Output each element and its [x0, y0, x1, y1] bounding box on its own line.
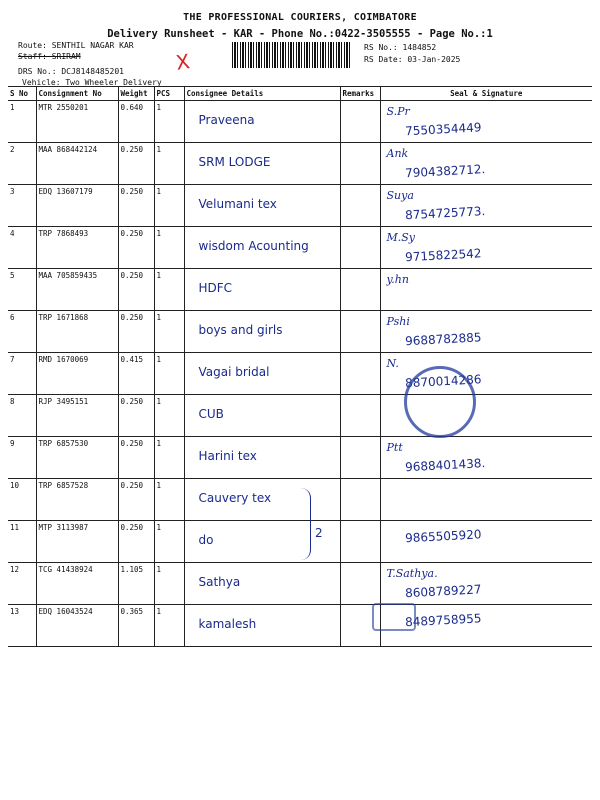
cell-weight: 0.365 — [118, 605, 154, 647]
cell-consignment: RJP 3495151 — [36, 395, 118, 437]
route-info — [18, 40, 162, 88]
consignee-handwritten: kamalesh — [198, 617, 257, 631]
cell-sno: 12 — [8, 563, 36, 605]
phone-handwritten: 7904382712. — [404, 162, 486, 181]
cell-consignment: RMD 1670069 — [36, 353, 118, 395]
cell-signature — [380, 269, 592, 311]
cell-consignment: MAA 705859435 — [36, 269, 118, 311]
cell-sno: 10 — [8, 479, 36, 521]
cell-pcs: 1 — [154, 521, 184, 563]
page-title: THE PROFESSIONAL COURIERS, COIMBATORE — [183, 12, 417, 23]
signature-mark: Suya — [386, 189, 414, 202]
table-row — [8, 437, 592, 479]
cell-signature — [380, 563, 592, 605]
col-consignee: Consignee Details — [184, 87, 340, 101]
consignee-handwritten: HDFC — [198, 281, 233, 295]
cell-weight: 0.250 — [118, 521, 154, 563]
cell-consignment: EDQ 13607179 — [36, 185, 118, 227]
cell-remarks — [340, 521, 380, 563]
signature-mark: T.Sathya. — [386, 567, 438, 580]
cell-pcs: 1 — [154, 311, 184, 353]
consignee-handwritten: Sathya — [198, 575, 241, 589]
bracket-curl — [300, 488, 311, 560]
cell-pcs: 1 — [154, 269, 184, 311]
consignee-handwritten: Praveena — [198, 113, 255, 127]
cell-remarks — [340, 353, 380, 395]
route: Route: SENTHIL NAGAR KAR — [18, 41, 134, 50]
phone-handwritten: 8870014286 — [404, 372, 482, 391]
cell-weight: 0.250 — [118, 437, 154, 479]
phone-handwritten: 9688782885 — [404, 330, 482, 349]
cell-consignee — [184, 143, 340, 185]
barcode — [232, 42, 350, 68]
cell-signature — [380, 227, 592, 269]
cell-weight: 0.250 — [118, 185, 154, 227]
seal-stamp — [372, 603, 416, 631]
cell-weight: 0.250 — [118, 227, 154, 269]
cell-pcs: 1 — [154, 395, 184, 437]
cell-consignee — [184, 605, 340, 647]
cell-remarks — [340, 311, 380, 353]
cell-remarks — [340, 479, 380, 521]
cell-remarks — [340, 101, 380, 143]
cell-weight: 0.640 — [118, 101, 154, 143]
signature-mark: S.Pr — [386, 105, 410, 118]
cell-weight: 0.415 — [118, 353, 154, 395]
cell-consignee — [184, 269, 340, 311]
consignee-handwritten: Harini tex — [198, 449, 257, 463]
cell-sno: 7 — [8, 353, 36, 395]
consignee-handwritten: CUB — [198, 407, 224, 421]
cell-consignee — [184, 563, 340, 605]
phone-handwritten: 8754725773. — [404, 204, 486, 223]
red-x-mark: X — [174, 49, 192, 75]
cell-pcs: 1 — [154, 101, 184, 143]
cell-consignee — [184, 395, 340, 437]
consignee-handwritten: boys and girls — [198, 323, 283, 337]
cell-consignment: TRP 6857528 — [36, 479, 118, 521]
table-row — [8, 143, 592, 185]
table-row — [8, 185, 592, 227]
page-subtitle: Delivery Runsheet - KAR - Phone No.:0422-3505555 - Page No.:1 — [107, 28, 493, 40]
cell-remarks — [340, 269, 380, 311]
cell-consignment: MAA 868442124 — [36, 143, 118, 185]
phone-handwritten: 8489758955 — [404, 611, 482, 630]
cell-consignment: TCG 41438924 — [36, 563, 118, 605]
cell-pcs: 1 — [154, 143, 184, 185]
table-row — [8, 605, 592, 647]
consignee-handwritten: Velumani tex — [198, 197, 277, 211]
table-row — [8, 353, 592, 395]
table-row — [8, 563, 592, 605]
cell-consignee — [184, 353, 340, 395]
cell-consignee — [184, 185, 340, 227]
cell-consignment: MTP 3113987 — [36, 521, 118, 563]
signature-mark: M.Sy — [386, 231, 416, 244]
rs-info — [364, 42, 460, 66]
cell-remarks — [340, 437, 380, 479]
cell-signature — [380, 101, 592, 143]
cell-pcs: 1 — [154, 353, 184, 395]
cell-pcs: 1 — [154, 605, 184, 647]
cell-signature — [380, 479, 592, 521]
cell-remarks — [340, 185, 380, 227]
phone-handwritten: 9865505920 — [404, 527, 482, 546]
col-weight: Weight — [118, 87, 154, 101]
cell-pcs: 1 — [154, 479, 184, 521]
col-seal-signature: Seal & Signature — [380, 87, 592, 101]
rs-number: RS No.: 1484852 — [364, 43, 437, 52]
cell-sno: 5 — [8, 269, 36, 311]
signature-mark: Pshi — [386, 315, 410, 328]
cell-pcs: 1 — [154, 563, 184, 605]
cell-signature — [380, 185, 592, 227]
cell-sno: 4 — [8, 227, 36, 269]
cell-consignee — [184, 437, 340, 479]
cell-consignment: TRP 1671868 — [36, 311, 118, 353]
cell-sno: 11 — [8, 521, 36, 563]
phone-handwritten: 9715822542 — [404, 246, 482, 265]
consignee-handwritten: Vagai bridal — [198, 365, 270, 379]
cell-consignment: TRP 7868493 — [36, 227, 118, 269]
runsheet-table — [8, 86, 592, 647]
table-row — [8, 101, 592, 143]
cell-pcs: 1 — [154, 227, 184, 269]
drs-number: DRS No.: DCJ8148485201 — [18, 67, 124, 76]
signature-mark: Ank — [386, 147, 409, 160]
cell-signature — [380, 143, 592, 185]
vehicle: Vehicle: Two Wheeler Delivery — [22, 78, 162, 87]
consignee-handwritten: Cauvery tex — [198, 491, 272, 505]
cell-signature — [380, 311, 592, 353]
cell-consignment: EDQ 16043524 — [36, 605, 118, 647]
bracket-count: 2 — [315, 526, 323, 540]
cell-remarks — [340, 395, 380, 437]
cell-weight: 0.250 — [118, 395, 154, 437]
cell-sno: 1 — [8, 101, 36, 143]
cell-sno: 2 — [8, 143, 36, 185]
consignee-handwritten: do — [198, 533, 214, 547]
phone-handwritten: 9688401438. — [404, 456, 486, 475]
cell-pcs: 1 — [154, 437, 184, 479]
table-row — [8, 395, 592, 437]
cell-sno: 6 — [8, 311, 36, 353]
cell-signature — [380, 437, 592, 479]
col-remarks: Remarks — [340, 87, 380, 101]
cell-sno: 9 — [8, 437, 36, 479]
cell-sno: 8 — [8, 395, 36, 437]
phone-handwritten — [383, 478, 590, 491]
signature-mark: Ptt — [386, 441, 403, 454]
cell-consignee — [184, 227, 340, 269]
table-row — [8, 227, 592, 269]
cell-consignment: MTR 2550201 — [36, 101, 118, 143]
cell-remarks — [340, 563, 380, 605]
cell-remarks — [340, 227, 380, 269]
rs-date: RS Date: 03-Jan-2025 — [364, 55, 461, 64]
col-consignment: Consignment No — [36, 87, 118, 101]
phone-handwritten: 8608789227 — [404, 582, 482, 601]
consignee-handwritten: wisdom Acounting — [198, 239, 309, 253]
cell-weight: 0.250 — [118, 143, 154, 185]
cell-weight: 0.250 — [118, 311, 154, 353]
col-pcs: PCS — [154, 87, 184, 101]
table-header-row — [8, 87, 592, 101]
cell-weight: 1.105 — [118, 563, 154, 605]
col-sno: S No — [8, 87, 36, 101]
cell-weight: 0.250 — [118, 479, 154, 521]
cell-consignee — [184, 479, 340, 521]
cell-pcs: 1 — [154, 185, 184, 227]
cell-consignment: TRP 6857530 — [36, 437, 118, 479]
cell-weight: 0.250 — [118, 269, 154, 311]
phone-handwritten: 7550354449 — [404, 120, 482, 139]
seal-stamp — [404, 366, 476, 438]
cell-consignee — [184, 101, 340, 143]
table-row — [8, 311, 592, 353]
cell-signature — [380, 521, 592, 563]
table-row — [8, 269, 592, 311]
cell-sno: 3 — [8, 185, 36, 227]
signature-mark: y.hn — [386, 273, 409, 286]
signature-mark: N. — [386, 357, 399, 370]
cell-consignee — [184, 311, 340, 353]
staff: Staff: SRIRAM — [18, 52, 81, 61]
cell-sno: 13 — [8, 605, 36, 647]
consignee-handwritten: SRM LODGE — [198, 155, 271, 169]
cell-remarks — [340, 143, 380, 185]
